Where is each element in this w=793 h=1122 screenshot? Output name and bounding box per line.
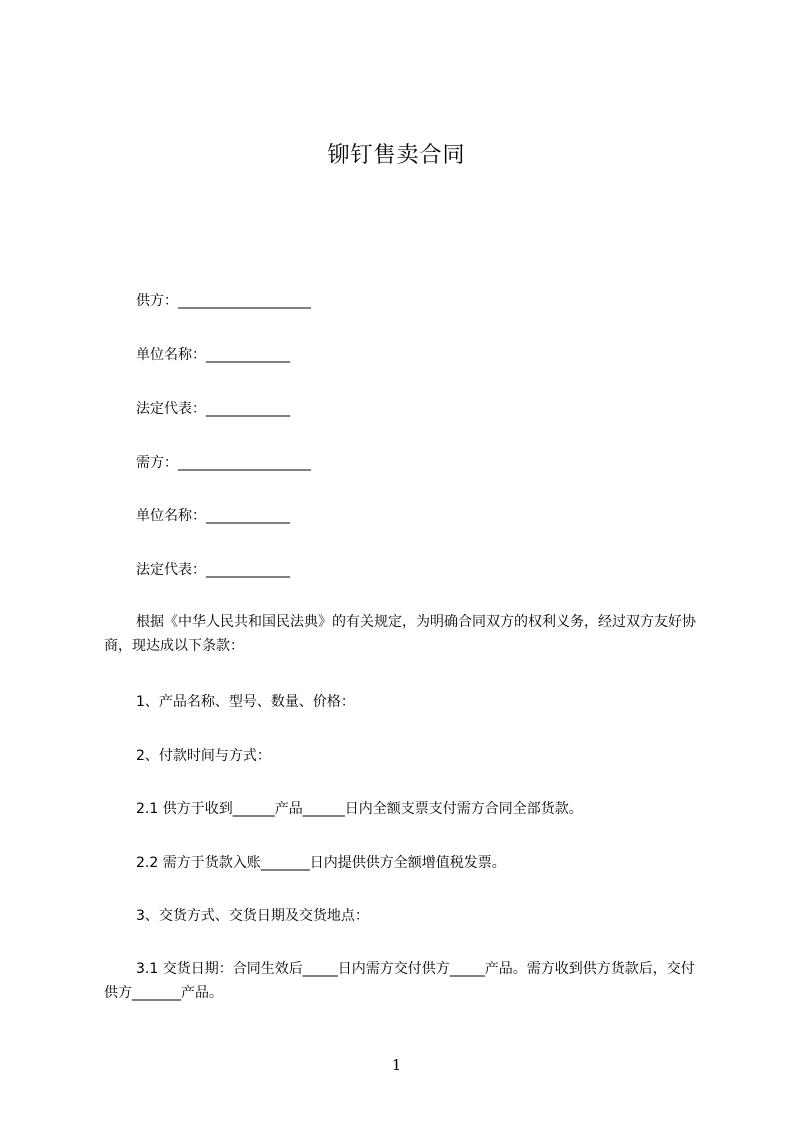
clause-2-heading: 2、付款时间与方式：: [136, 748, 271, 764]
clause-3-heading: 3、交货方式、交货日期及交货地点：: [136, 908, 369, 924]
buyer-legal-rep-line: 法定代表：____________: [136, 562, 290, 578]
page-number: 1: [391, 1056, 402, 1074]
clause-3-1: 3.1 交货日期：合同生效后_____日内需方交付供方_____产品。需方收到供方货款后，交付供方_______产品。: [104, 961, 695, 1001]
intro-paragraph: 根据《中华人民共和国民法典》的有关规定，为明确合同双方的权利义务，经过双方友好协商，现达成以下条款：: [104, 614, 696, 654]
buyer-unit-name-line: 单位名称：____________: [136, 508, 290, 524]
supplier-line: 供方：___________________: [136, 293, 311, 309]
clause-2-2: 2.2 需方于货款入账_______日内提供供方全额增值税发票。: [136, 855, 506, 871]
clause-1-heading: 1、产品名称、型号、数量、价格：: [136, 694, 355, 710]
supplier-unit-name-line: 单位名称：____________: [136, 347, 290, 363]
supplier-legal-rep-line: 法定代表：____________: [136, 401, 290, 417]
document-title: 铆钉售卖合同: [327, 143, 466, 168]
buyer-line: 需方：___________________: [136, 455, 311, 471]
clause-2-1: 2.1 供方于收到______产品______日内全额支票支付需方合同全部货款。: [136, 801, 583, 817]
